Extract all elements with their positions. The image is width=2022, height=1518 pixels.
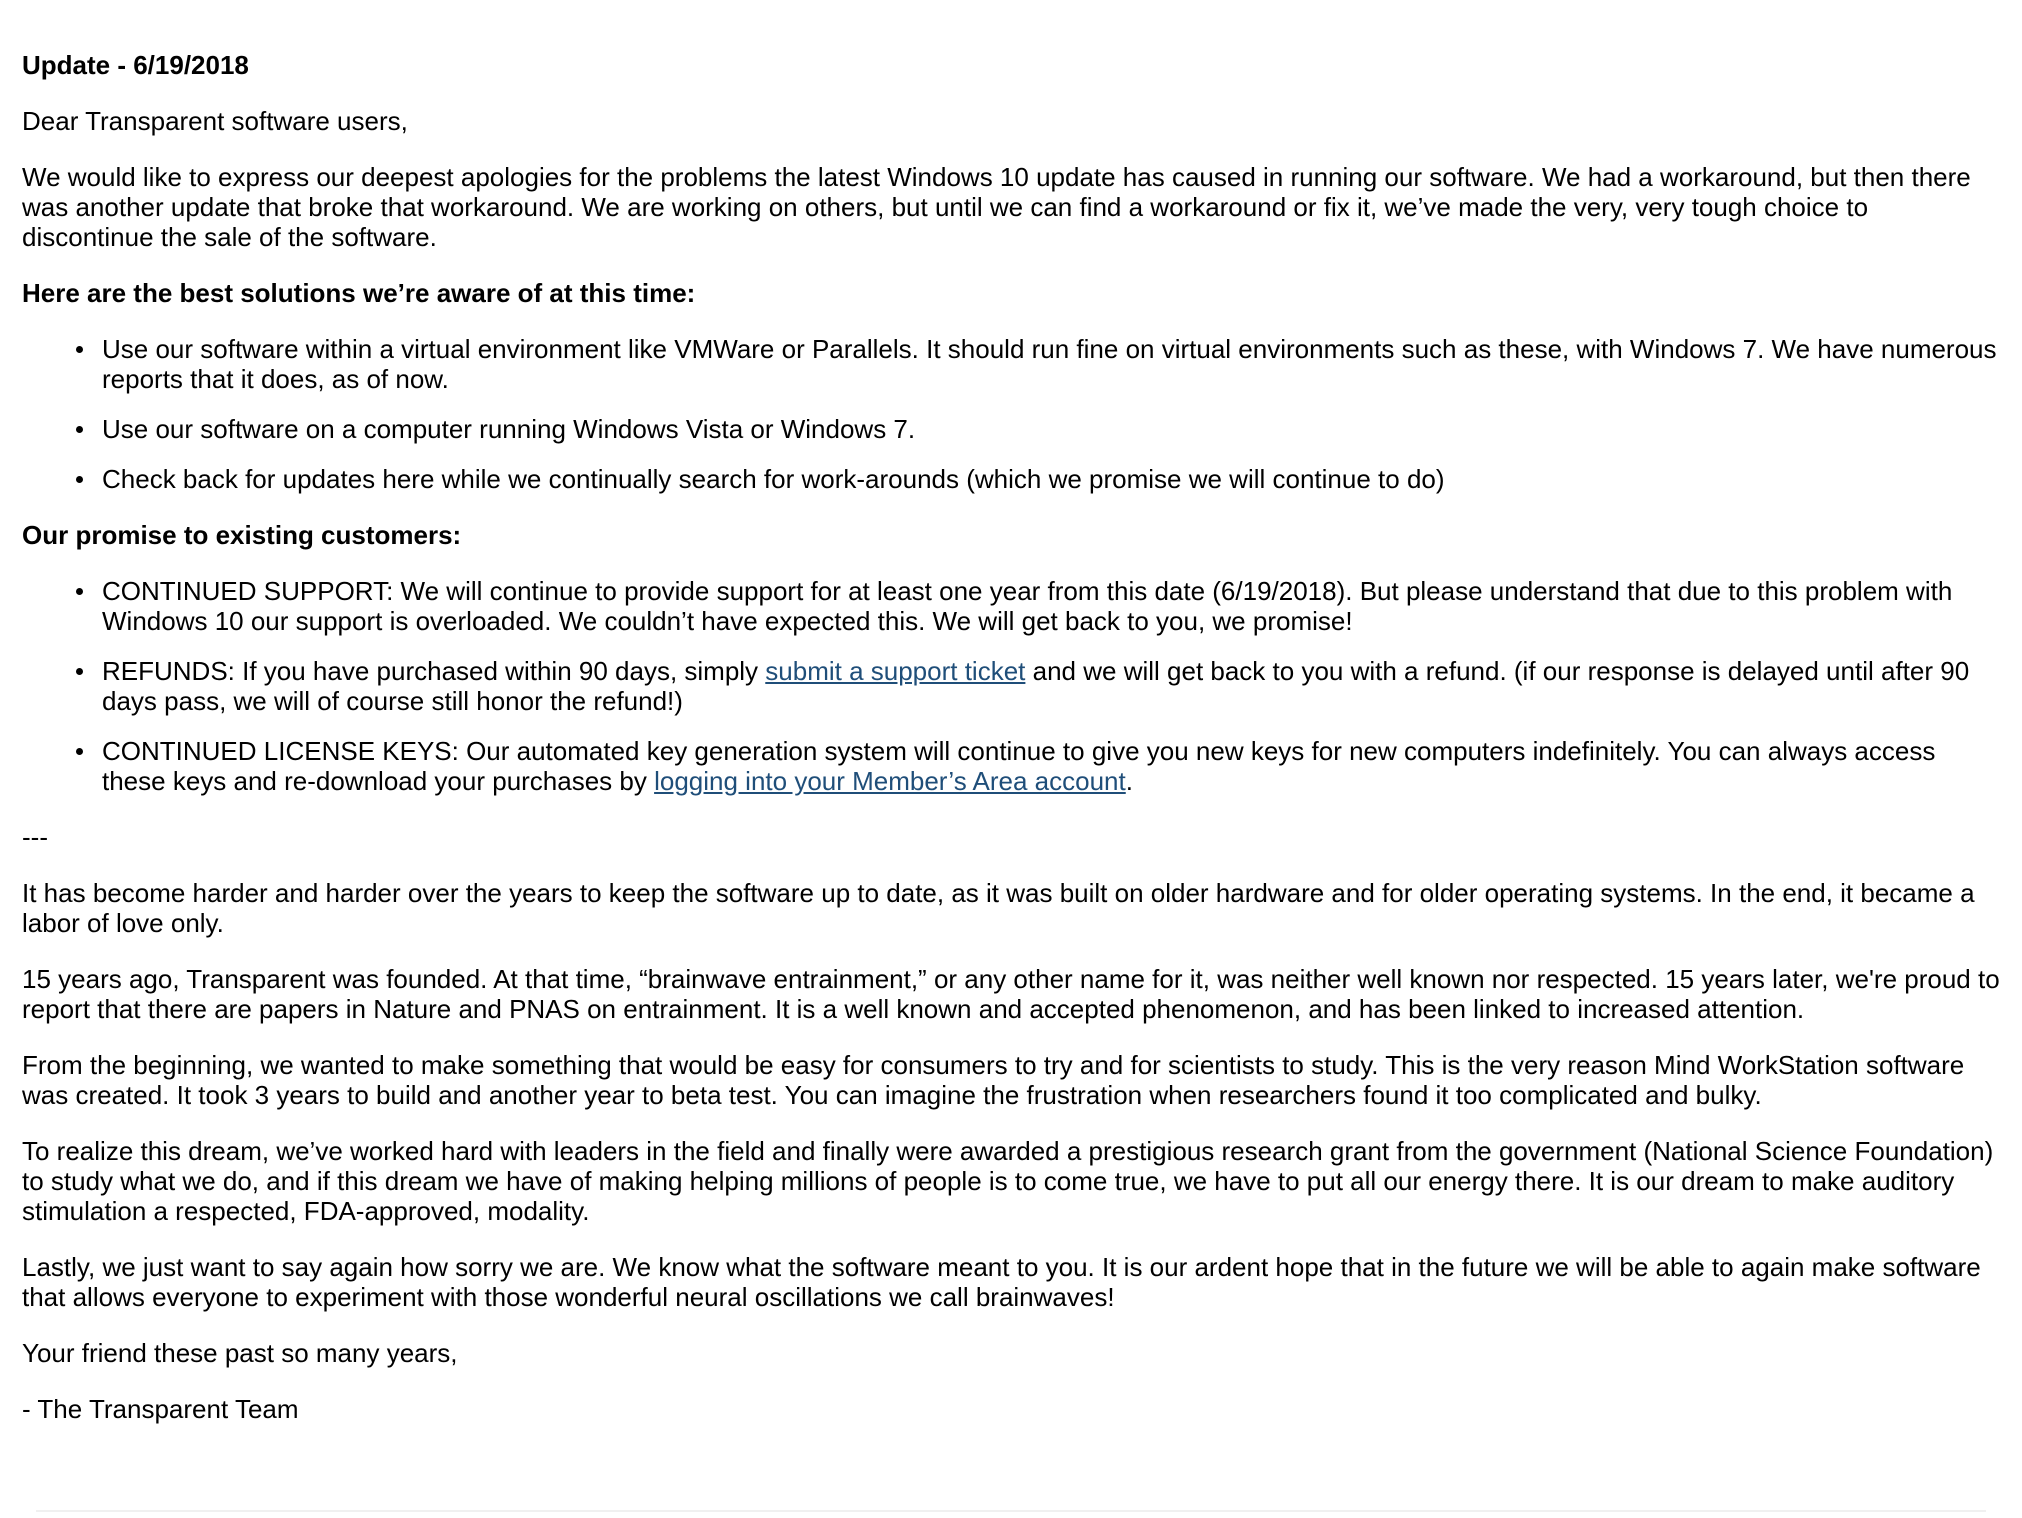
paragraph: To realize this dream, we’ve worked hard with leaders in the field and finally were awarded a prestigious research grant from the government (National Science Foundation) to study what we do, and if this dream we have of making helping millions of people is to come true, we have to put all our energy there. It is our dream to make auditory stimulation a respected, FDA-approved, modality. xyxy=(22,1136,1994,1226)
list-item xyxy=(102,736,2000,796)
solution-text: Use our software within a virtual environment like VMWare or Parallels. It should run fine on virtual environments such as these, with Windows 7. We have numerous reports that it does, as of now. xyxy=(102,334,1997,394)
greeting: Dear Transparent software users, xyxy=(22,106,408,136)
separator-text: --- xyxy=(22,822,48,852)
paragraph: Lastly, we just want to say again how sorry we are. We know what the software meant to you. It is our ardent hope that in the future we will be able to again make software that allows everyone to experiment with those wonderful neural oscillations we call brainwaves! xyxy=(22,1252,1981,1312)
bullet-icon xyxy=(76,476,83,483)
promise-keys-text: CONTINUED LICENSE KEYS: Our automated key generation system will continue to give you new keys for new computers indefinitely. You can always access these keys and re-download your purchases by xyxy=(102,736,1936,796)
solution-text: Use our software on a computer running Windows Vista or Windows 7. xyxy=(102,414,916,444)
solutions-heading: Here are the best solutions we’re aware of at this time: xyxy=(22,278,696,308)
footer-divider xyxy=(36,1510,1986,1512)
promise-refunds-text: REFUNDS: If you have purchased within 90 days, simply xyxy=(102,656,766,686)
list-item xyxy=(102,576,2000,636)
promises-list xyxy=(22,576,2000,796)
paragraph: 15 years ago, Transparent was founded. At that time, “brainwave entrainment,” or any other name for it, was neither well known nor respected. 15 years later, we're proud to report that there are papers in Nature and PNAS on entrainment. It is a well known and accepted phenomenon, and has been linked to increased attention. xyxy=(22,964,2000,1024)
bullet-icon xyxy=(76,668,83,675)
bullet-icon xyxy=(76,588,83,595)
list-item xyxy=(102,414,2000,444)
list-item xyxy=(102,656,2000,716)
closing: Your friend these past so many years, xyxy=(22,1338,458,1368)
signature: - The Transparent Team xyxy=(22,1394,299,1424)
bullet-icon xyxy=(76,748,83,755)
members-area-login-link[interactable]: logging into your Member’s Area account xyxy=(654,766,1126,796)
promise-support-text: CONTINUED SUPPORT: We will continue to provide support for at least one year from this date (6/19/2018). But please understand that due to this problem with Windows 10 our support is overloaded. We couldn’t have expected this. We will get back to you, we promise! xyxy=(102,576,1953,636)
paragraph: From the beginning, we wanted to make something that would be easy for consumers to try and for scientists to study. This is the very reason Mind WorkStation software was created. It took 3 years to build and another year to beta test. You can imagine the frustration when researchers found it too complicated and bulky. xyxy=(22,1050,1965,1110)
bullet-icon xyxy=(76,346,83,353)
paragraph: It has become harder and harder over the years to keep the software up to date, as it was built on older hardware and for older operating systems. In the end, it became a labor of love only. xyxy=(22,878,1975,938)
apology-paragraph: We would like to express our deepest apologies for the problems the latest Windows 10 update has caused in running our software. We had a workaround, but then there was another update that broke that workaround. We are working on others, but until we can find a workaround or fix it, we’ve made the very, very tough choice to discontinue the sale of the software. xyxy=(22,162,1971,252)
update-heading: Update - 6/19/2018 xyxy=(22,50,249,80)
list-item xyxy=(102,334,2000,394)
solutions-list xyxy=(22,334,2000,494)
promise-keys-text-after: . xyxy=(1125,766,1133,796)
list-item xyxy=(102,464,2000,494)
promise-heading: Our promise to existing customers: xyxy=(22,520,462,550)
solution-text: Check back for updates here while we continually search for work-arounds (which we promise we will continue to do) xyxy=(102,464,1445,494)
bullet-icon xyxy=(76,426,83,433)
submit-support-ticket-link[interactable]: submit a support ticket xyxy=(765,656,1026,686)
promise-refunds-text-after: and we will get back to you with a refund. (if our response is delayed until after 90 days pass, we will of course still honor the refund!) xyxy=(102,656,1970,716)
